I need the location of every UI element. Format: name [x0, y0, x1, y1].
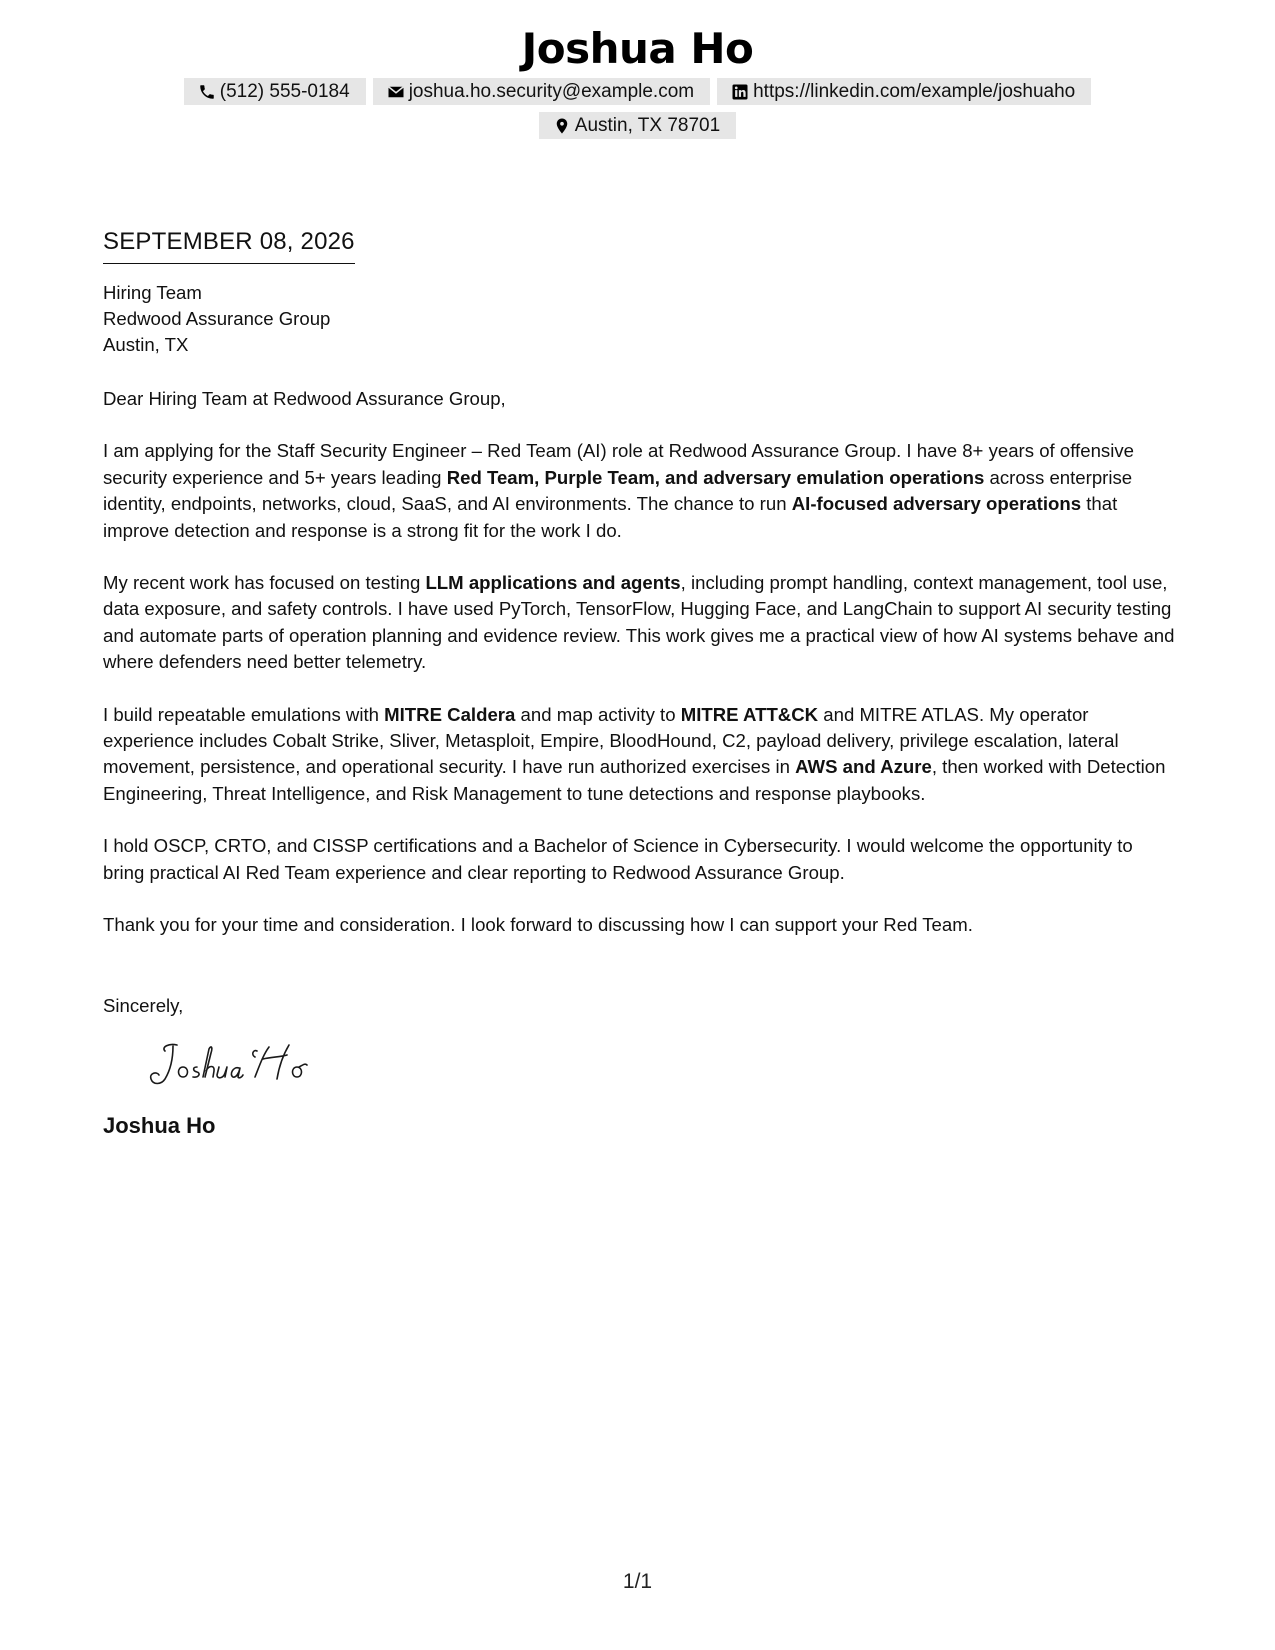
contact-row-secondary [0, 112, 1275, 139]
phone-icon [198, 83, 216, 101]
signer-name: Joshua Ho [103, 1112, 216, 1138]
text-run: , then worked with Detection Engineering, Threat Intelligence, and Risk Management to tune detections and response playbooks. [103, 756, 1166, 804]
bold-text-run: AI-focused adversary operations [791, 493, 1082, 515]
bold-text-run: AWS and Azure [795, 756, 932, 778]
paragraph-3 [103, 702, 1178, 808]
text-run: I build repeatable emulations with [103, 703, 385, 725]
paragraph-4: I hold OSCP, CRTO, and CISSP certifications and a Bachelor of Science in Cybersecurity. I would welcome the opportunity to bring practical AI Red Team experience and clear reporting to Redwood Assurance Group. [103, 835, 1133, 883]
bold-text-run: MITRE Caldera [384, 703, 516, 725]
recipient-block [103, 280, 1178, 358]
linkedin-text: https://linkedin.com/example/joshuaho [753, 80, 1076, 102]
phone-chip[interactable] [184, 78, 366, 105]
location-chip [539, 112, 736, 139]
bold-text-run: MITRE ATT&CK [680, 703, 819, 725]
phone-text: (512) 555-0184 [219, 80, 350, 102]
closing: Sincerely, [103, 994, 184, 1016]
location-text: Austin, TX 78701 [574, 114, 721, 136]
letter-body [103, 226, 1178, 1141]
bold-text-run: Red Team, Purple Team, and adversary emulation operations [446, 466, 985, 488]
recipient-line: Austin, TX [103, 334, 189, 355]
recipient-line: Hiring Team [103, 282, 202, 303]
map-pin-icon [553, 117, 571, 135]
envelope-icon [387, 83, 405, 101]
recipient-line: Redwood Assurance Group [103, 308, 331, 329]
text-run: across enterprise identity, endpoints, networks, cloud, SaaS, and AI environments. The chance to run [103, 466, 1133, 515]
linkedin-chip[interactable] [717, 78, 1091, 105]
text-run: and MITRE ATLAS. My operator experience includes Cobalt Strike, Sliver, Metasploit, Empire, BloodHound, C2, payload delivery, privilege escalation, lateral movement, persistence, and operational security. I have run authorized exercises in [103, 703, 1119, 778]
salutation: Dear Hiring Team at Redwood Assurance Group, [103, 388, 506, 409]
letter-date: SEPTEMBER 08, 2026 [103, 226, 355, 264]
text-run: My recent work has focused on testing [103, 572, 426, 594]
applicant-name: Joshua Ho [521, 24, 754, 73]
paragraph-2 [103, 570, 1178, 676]
text-run: I am applying for the Staff Security Engineer – Red Team (AI) role at Redwood Assurance Group. I have 8+ years of offensive security experience and 5+ years leading [103, 440, 1134, 488]
handwritten-signature [143, 1037, 1178, 1097]
text-run: and map activity to [515, 703, 681, 725]
email-chip[interactable] [373, 78, 710, 105]
paragraph-5: Thank you for your time and consideration. I look forward to discussing how I can support your Red Team. [103, 914, 973, 936]
paragraph-1 [103, 438, 1178, 544]
page-number: 1/1 [622, 1570, 653, 1593]
text-run: , including prompt handling, context management, tool use, data exposure, and safety controls. I have used PyTorch, TensorFlow, Hugging Face, and LangChain to support AI security testing and automate parts of operation planning and evidence review. This work gives me a practical view of how AI systems behave and where defenders need better telemetry. [103, 572, 1175, 673]
contact-row-primary [0, 78, 1275, 105]
letter-header [0, 20, 1275, 139]
text-run: that improve detection and response is a strong fit for the work I do. [103, 493, 1118, 541]
bold-text-run: LLM applications and agents [425, 572, 681, 594]
email-text: joshua.ho.security@example.com [408, 80, 695, 102]
linkedin-icon [731, 83, 749, 101]
